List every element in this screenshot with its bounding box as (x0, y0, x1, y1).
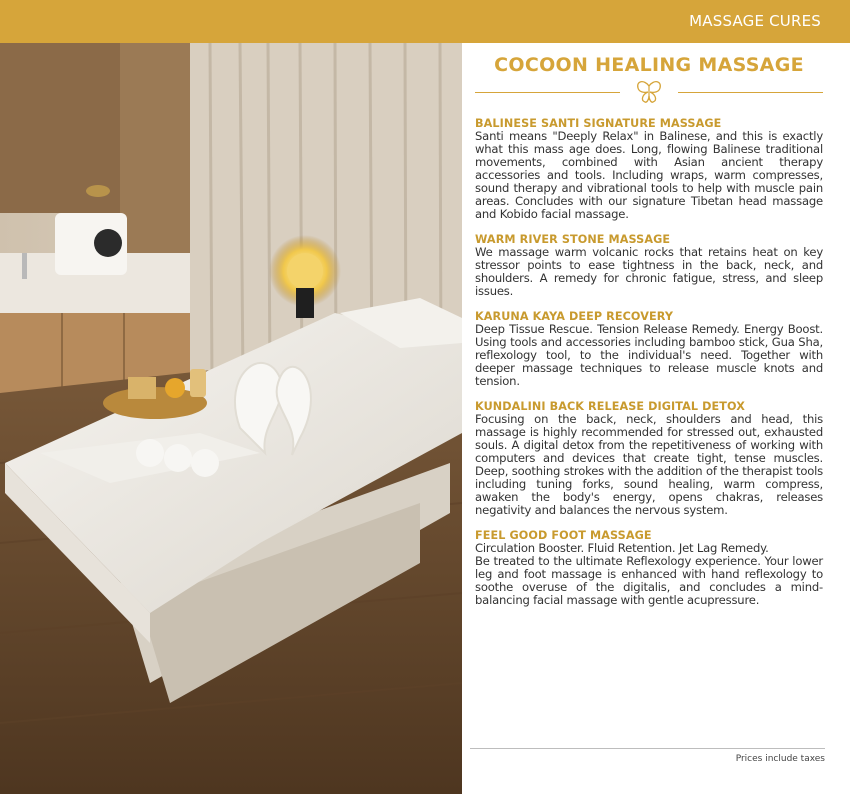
treatment-item (475, 400, 823, 517)
section-label: MASSAGE CURES (689, 12, 821, 30)
treatment-description: We massage warm volcanic rocks that retains heat on key stressor points to ease tightness in the back, neck, and shoulders. A remedy for chronic fatigue, stress, and sleep issues. (475, 245, 823, 298)
treatment-item (475, 117, 823, 221)
treatment-item (475, 529, 823, 607)
treatment-description: Focusing on the back, neck, shoulders and head, this massage is highly recommended for stressed out, exhausted souls. A digital detox from the repetitiveness of working with computers and devices that create tight, tense muscles. Deep, soothing strokes with the addition of the therapist tools including tuning forks, sound healing, warm compress, awaken the body's energy, opens chakras, releases negativity and balances the nervous system. (475, 412, 823, 517)
treatment-name: FEEL GOOD FOOT MASSAGE (475, 529, 652, 542)
treatment-list (475, 117, 823, 619)
treatment-tagline: Circulation Booster. Fluid Retention. Jet Lag Remedy. (475, 541, 769, 555)
spa-room-photo (0, 43, 462, 794)
treatment-description: Deep Tissue Rescue. Tension Release Remedy. Energy Boost. Using tools and accessories including bamboo stick, Gua Sha, reflexology tool, to the individual's need. Together with deeper massage techniques to release muscle knots and tension. (475, 322, 823, 388)
page-title: COCOON HEALING MASSAGE (494, 54, 804, 76)
treatment-name: KARUNA KAYA DEEP RECOVERY (475, 310, 674, 323)
treatment-name: KUNDALINI BACK RELEASE DIGITAL DETOX (475, 400, 745, 413)
treatment-item (475, 233, 823, 298)
treatment-description: Santi means "Deeply Relax" in Balinese, and this is exactly what this mass age does. Long, flowing Balinese traditional movements, combined with Asian ancient therapy accessories and tools. Including wraps, warm compresses, sound therapy and vibrational tools to help with muscle pain areas. Concludes with our signature Tibetan head massage and Kobido facial massage. (475, 129, 823, 221)
treatment-name: WARM RIVER STONE MASSAGE (475, 233, 671, 246)
title-ornament (475, 79, 823, 105)
treatment-description: Be treated to the ultimate Reflexology experience. Your lower leg and foot massage is enhanced with hand reflexology to soothe overuse of the digitalis, and concludes a mind-balancing facial massage with gentle acupressure. (475, 554, 823, 607)
butterfly-icon (634, 79, 664, 105)
top-bar (0, 0, 850, 43)
treatment-name: BALINESE SANTI SIGNATURE MASSAGE (475, 117, 722, 130)
footer-divider (470, 748, 825, 749)
treatment-item (475, 310, 823, 388)
price-note: Prices include taxes (735, 754, 825, 764)
ornament-line-right (678, 92, 823, 93)
ornament-line-left (475, 92, 620, 93)
